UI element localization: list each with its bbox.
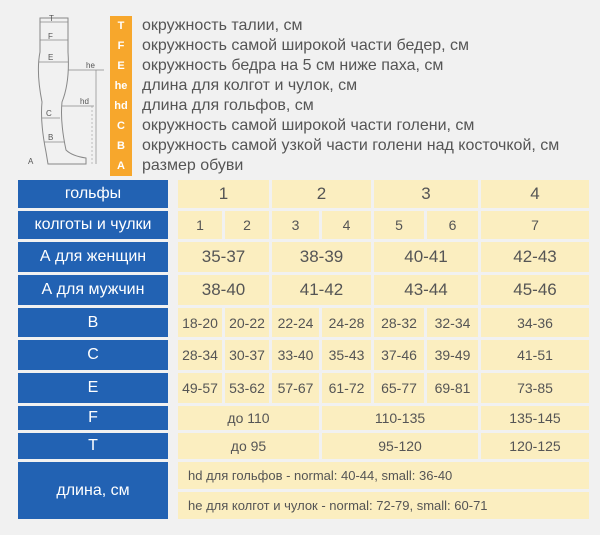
legend-description: окружность талии, см (142, 17, 303, 34)
kolgoty-size: 2 (225, 211, 269, 239)
row-header-golfy: гольфы (18, 180, 168, 208)
a-women-value: 38-39 (272, 242, 371, 272)
diagram-label-c: C (46, 109, 52, 118)
e-value: 49-57 (178, 373, 222, 403)
c-value: 41-51 (481, 340, 589, 370)
row-header-a-men: А для мужчин (18, 275, 168, 305)
diagram-label-he: he (86, 61, 95, 70)
diagram-label-a: A (28, 157, 34, 166)
row-header-length: длина, см (18, 462, 168, 519)
b-value: 34-36 (481, 308, 589, 337)
c-value: 33-40 (272, 340, 319, 370)
kolgoty-size: 3 (272, 211, 319, 239)
legend-description: размер обуви (142, 157, 244, 174)
t-value: 120-125 (481, 433, 589, 459)
row-header-c: C (18, 340, 168, 370)
legend-description: окружность самой широкой части бедер, см (142, 37, 470, 54)
row-header-kolgoty: колготы и чулки (18, 211, 168, 239)
a-men-value: 45-46 (481, 275, 589, 305)
e-value: 73-85 (481, 373, 589, 403)
f-value: до 110 (178, 406, 319, 430)
a-women-value: 42-43 (481, 242, 589, 272)
kolgoty-size: 4 (322, 211, 371, 239)
b-value: 24-28 (322, 308, 371, 337)
b-value: 28-32 (374, 308, 424, 337)
f-value: 135-145 (481, 406, 589, 430)
letter-bar (110, 16, 132, 176)
kolgoty-size: 7 (481, 211, 589, 239)
c-value: 39-49 (427, 340, 478, 370)
e-value: 57-67 (272, 373, 319, 403)
size-table (18, 180, 589, 520)
b-value: 32-34 (427, 308, 478, 337)
f-value: 110-135 (322, 406, 478, 430)
legend-description: окружность самой узкой части голени над косточкой, см (142, 137, 560, 154)
t-value: до 95 (178, 433, 319, 459)
golfy-size: 1 (178, 180, 269, 208)
a-men-value: 43-44 (374, 275, 478, 305)
legend-letter: T (117, 20, 125, 32)
legend-letter: hd (114, 100, 128, 112)
legend-letter: C (117, 120, 125, 132)
golfy-size: 2 (272, 180, 371, 208)
row-header-f: F (18, 406, 168, 430)
e-value: 69-81 (427, 373, 478, 403)
legend-letter: E (117, 60, 125, 72)
golfy-size: 3 (374, 180, 478, 208)
a-men-value: 38-40 (178, 275, 269, 305)
b-value: 22-24 (272, 308, 319, 337)
e-value: 61-72 (322, 373, 371, 403)
a-men-value: 41-42 (272, 275, 371, 305)
row-header-a-women: А для женщин (18, 242, 168, 272)
length-he: he для колгот и чулок - normal: 72-79, small: 60-71 (178, 492, 589, 519)
e-value: 53-62 (225, 373, 269, 403)
e-value: 65-77 (374, 373, 424, 403)
c-value: 30-37 (225, 340, 269, 370)
b-value: 20-22 (225, 308, 269, 337)
legend-letter: B (117, 140, 125, 152)
a-women-value: 35-37 (178, 242, 269, 272)
kolgoty-size: 5 (374, 211, 424, 239)
kolgoty-size: 6 (427, 211, 478, 239)
t-value: 95-120 (322, 433, 478, 459)
diagram-label-b: B (48, 133, 54, 142)
legend-letter: F (117, 40, 125, 52)
legend (0, 0, 600, 178)
legend-description: длина для гольфов, см (142, 97, 314, 114)
diagram-label-e: E (48, 53, 54, 62)
diagram-label-t: T (49, 14, 54, 23)
diagram-label-hd: hd (80, 97, 89, 106)
c-value: 35-43 (322, 340, 371, 370)
leg-diagram (22, 12, 108, 174)
legend-description: окружность бедра на 5 см ниже паха, см (142, 57, 444, 74)
diagram-label-f: F (48, 32, 53, 41)
legend-description: длина для колгот и чулок, см (142, 77, 358, 94)
legend-description: окружность самой широкой части голени, см (142, 117, 475, 134)
row-header-b: B (18, 308, 168, 337)
legend-letter: A (117, 160, 125, 172)
c-value: 28-34 (178, 340, 222, 370)
row-header-e: E (18, 373, 168, 403)
row-header-t: T (18, 433, 168, 459)
legend-letter: he (114, 80, 128, 92)
a-women-value: 40-41 (374, 242, 478, 272)
c-value: 37-46 (374, 340, 424, 370)
b-value: 18-20 (178, 308, 222, 337)
kolgoty-size: 1 (178, 211, 222, 239)
golfy-size: 4 (481, 180, 589, 208)
length-hd: hd для гольфов - normal: 40-44, small: 36-40 (178, 462, 589, 489)
